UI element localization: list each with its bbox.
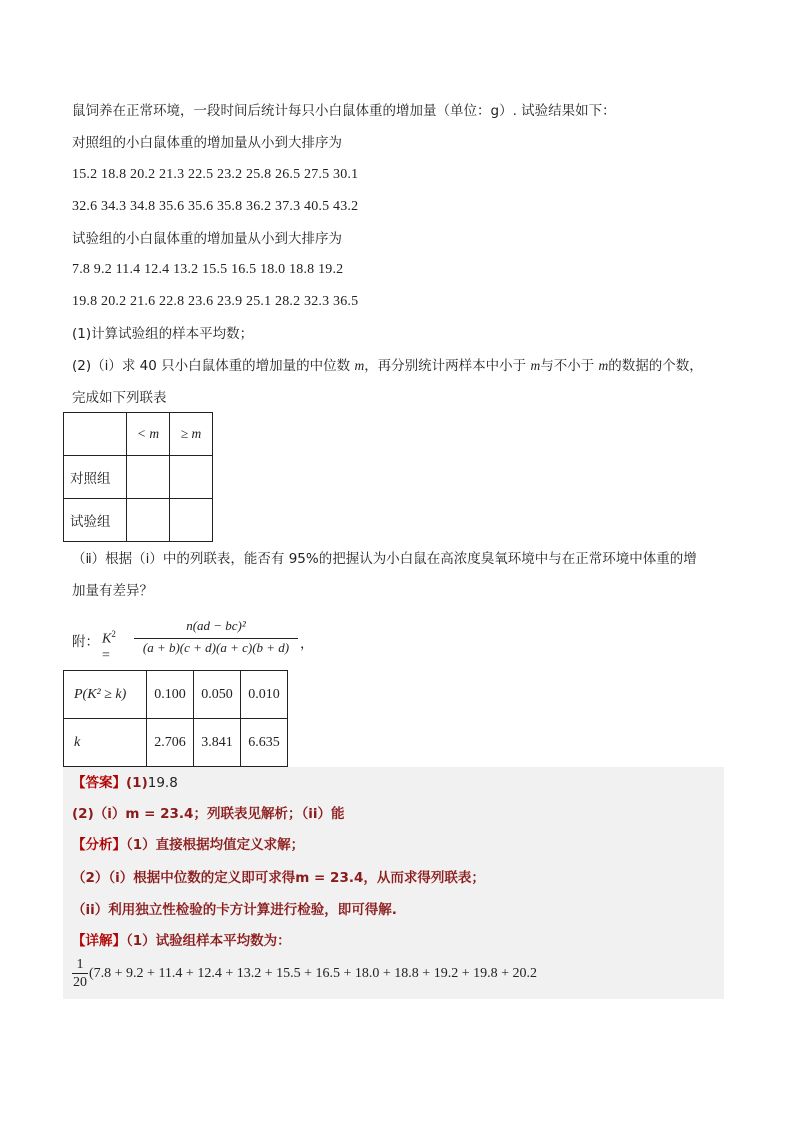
k-label: k — [64, 719, 147, 767]
table-cell: 0.010 — [241, 671, 288, 719]
analysis-line — [72, 835, 304, 855]
analysis-label: 【分析】 — [72, 837, 126, 853]
experiment-data-row-1: 7.8 9.2 11.4 12.4 13.2 15.5 16.5 18.0 18.8 19.2 — [72, 262, 344, 277]
formula-denominator: (a + b)(c + d)(a + c)(b + d) — [142, 640, 290, 655]
table-cell: 0.050 — [194, 671, 241, 719]
answer-part-2: (2)（i）m = 23.4；列联表见解析；（ii）能 — [72, 806, 345, 822]
analysis-part-3: （ii）利用独立性检验的卡方计算进行检验，即可得解. — [72, 902, 397, 918]
table-cell — [127, 499, 170, 542]
column-header-not-less-than-m: ≥ m — [170, 413, 213, 456]
table-cell: 6.635 — [241, 719, 288, 767]
table-cell: 2.706 — [147, 719, 194, 767]
fraction-denominator: 20 — [73, 975, 87, 990]
column-header-less-than-m: < m — [127, 413, 170, 456]
answer-line — [72, 773, 178, 793]
answer-part-1: (1) — [126, 775, 148, 791]
detail-part-1: （1）试验组样本平均数为： — [126, 933, 291, 949]
formula-k: K — [102, 631, 112, 647]
question-2-i — [72, 356, 703, 376]
control-data-row-1: 15.2 18.8 20.2 21.3 22.5 23.2 25.8 26.5 27.5 30.1 — [72, 167, 359, 182]
appendix-label: 附： — [72, 634, 99, 650]
variable-m: m — [530, 358, 541, 373]
table-cell: 0.100 — [147, 671, 194, 719]
table-cell — [170, 499, 213, 542]
question-2-ii-line-1: （ⅱ）根据（ⅰ）中的列联表，能否有 95%的把握认为小白鼠在高浓度臭氧环境中与在正常环境中体重的增 — [72, 551, 697, 567]
question-2-i-part-d: 的数据的个数， — [608, 358, 703, 374]
formula-comma: ， — [300, 636, 314, 652]
question-2-ii-line-2: 加量有差异？ — [72, 583, 153, 599]
one-twentieth-fraction — [72, 957, 88, 992]
table-intro: 完成如下列联表 — [72, 390, 167, 406]
table-row — [64, 671, 288, 719]
variable-m: m — [598, 358, 609, 373]
table-cell — [170, 456, 213, 499]
row-label-control: 对照组 — [64, 456, 127, 499]
control-data-row-2: 32.6 34.3 34.8 35.6 35.6 35.8 36.2 37.3 40.5 43.2 — [72, 199, 359, 214]
intro-text: 鼠饲养在正常环境，一段时间后统计每只小白鼠体重的增加量（单位：g）. 试验结果如下： — [72, 103, 616, 119]
row-label-experiment: 试验组 — [64, 499, 127, 542]
table-header-row — [64, 413, 213, 456]
experiment-group-title: 试验组的小白鼠体重的增加量从小到大排序为 — [72, 231, 342, 247]
critical-value-table — [63, 670, 288, 767]
answer-section — [63, 767, 724, 999]
contingency-table — [63, 412, 213, 542]
table-corner-cell — [64, 413, 127, 456]
formula-superscript: 2 — [111, 629, 116, 639]
control-group-title: 对照组的小白鼠体重的增加量从小到大排序为 — [72, 135, 342, 151]
question-2-i-part-a: (2)（ⅰ）求 40 只小白鼠体重的增加量的中位数 — [72, 358, 351, 374]
experiment-data-row-2: 19.8 20.2 21.6 22.8 23.6 23.9 25.1 28.2 32.3 36.5 — [72, 294, 359, 309]
detail-line — [72, 931, 291, 951]
table-row — [64, 456, 213, 499]
fraction-bar — [134, 638, 298, 639]
fraction-numerator: 1 — [76, 957, 84, 972]
question-2-i-part-b: ，再分别统计两样本中小于 — [364, 358, 527, 374]
formula-numerator: n(ad − bc)² — [186, 618, 246, 633]
sum-expression: (7.8 + 9.2 + 11.4 + 12.4 + 13.2 + 15.5 + 16.5 + 18.0 + 18.8 + 19.2 + 19.8 + 20.2 — [89, 966, 537, 981]
answer-part-1-value: 19.8 — [147, 775, 178, 791]
analysis-part-1: （1）直接根据均值定义求解； — [126, 837, 305, 853]
table-cell — [127, 456, 170, 499]
detail-label: 【详解】 — [72, 933, 126, 949]
formula-equals: = — [102, 647, 110, 663]
variable-m: m — [354, 358, 365, 373]
probability-label: P(K² ≥ k) — [64, 671, 147, 719]
analysis-part-2: （2）（i）根据中位数的定义即可求得m = 23.4，从而求得列联表； — [72, 870, 485, 886]
table-row — [64, 499, 213, 542]
answer-label: 【答案】 — [72, 775, 126, 791]
table-row — [64, 719, 288, 767]
question-1: (1)计算试验组的样本平均数； — [72, 326, 254, 342]
table-cell: 3.841 — [194, 719, 241, 767]
question-2-i-part-c: 与不小于 — [540, 358, 595, 374]
